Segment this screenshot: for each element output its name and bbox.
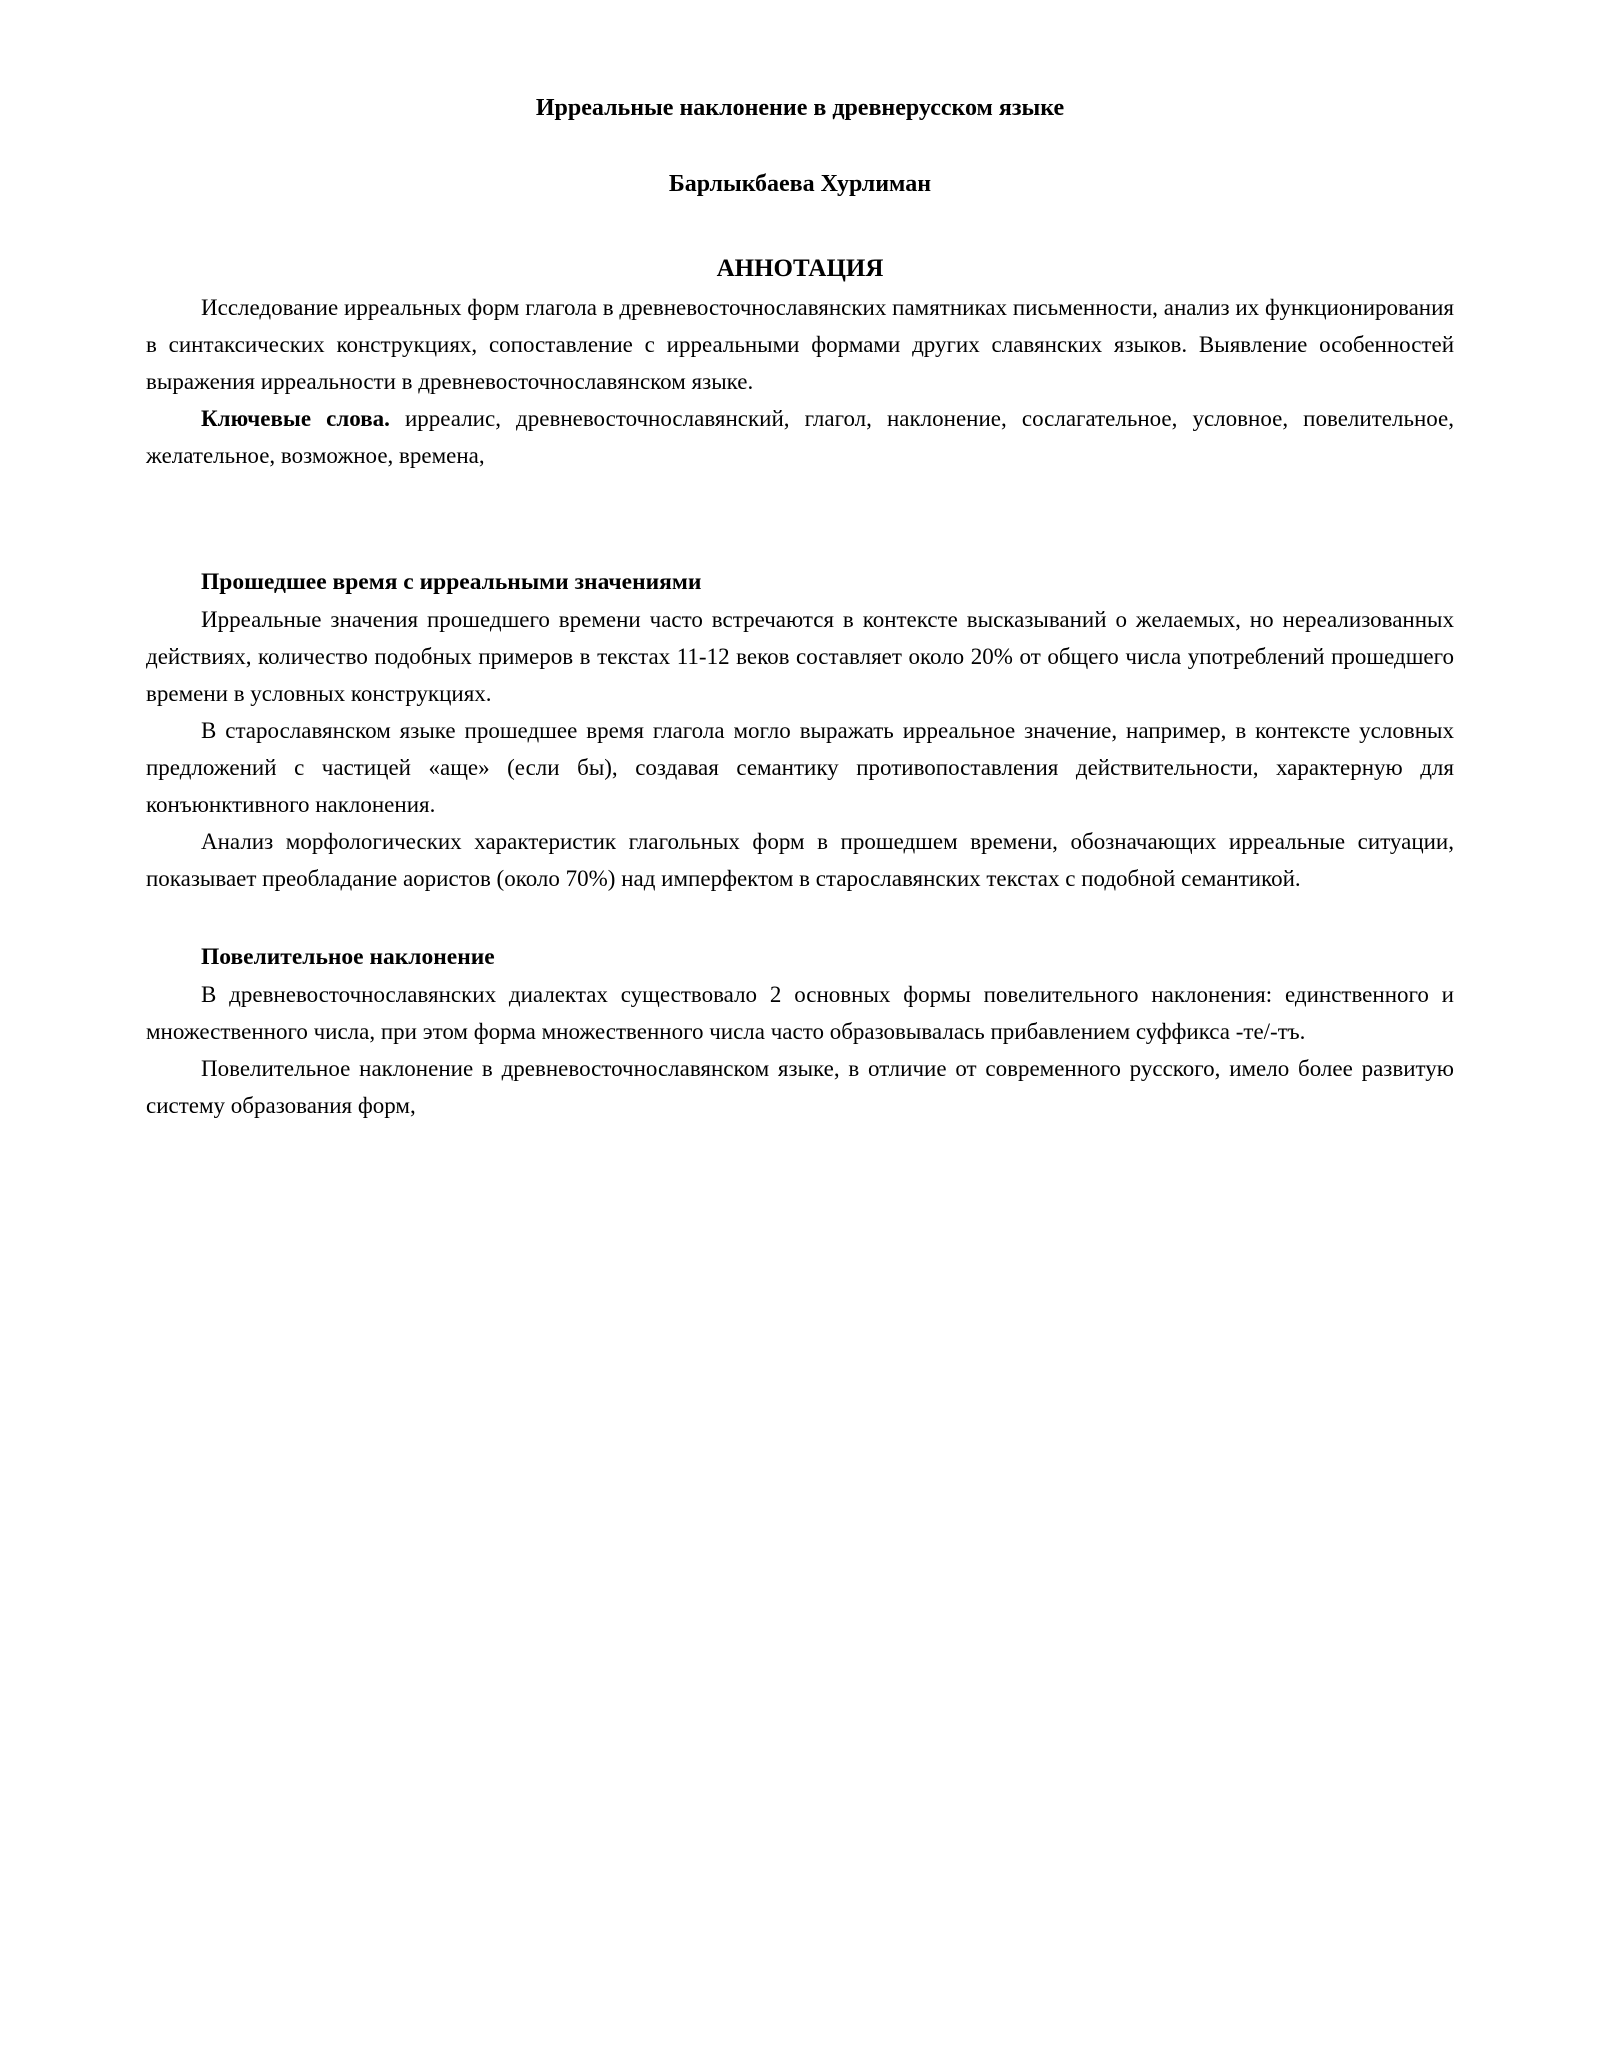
past-tense-paragraph-1: Ирреальные значения прошедшего времени часто встречаются в контексте высказываний о желаемых, но нереализованных действиях, количество подобных примеров в текстах 11-12 веков составляет около 20% от общего числа употреблений прошедшего времени в условных конструкциях. (146, 607, 1454, 706)
imperative-paragraph-1: В древневосточнославянских диалектах существовало 2 основных формы повелительного наклонения: единственного и множественного числа, при этом форма множественного числа часто образовывалась прибавлением суффикса -те/-тъ. (146, 982, 1454, 1044)
document-author: Барлыкбаева Хурлиман (668, 171, 932, 197)
keywords-paragraph (146, 400, 1454, 474)
section-heading-past-tense: Прошедшее время с ирреальными значениями (201, 569, 702, 595)
annotation-paragraph: Исследование ирреальных форм глагола в древневосточнославянских памятниках письменности, анализ их функционирования в синтаксических конструкциях, сопоставление с ирреальными формами других славянских языков. Выявление особенностей выражения ирреальности в древневосточнославянском языке. (146, 295, 1454, 394)
keywords-text: ирреалис, древневосточнославянский, глагол, наклонение, сослагательное, условное, повелительное, желательное, возможное, времена, (146, 406, 1454, 468)
past-tense-paragraph-2: В старославянском языке прошедшее время глагола могло выражать ирреальное значение, например, в контексте условных предложений с частицей «аще» (если бы), создавая семантику противопоставления действительности, характерную для конъюнктивного наклонения. (146, 718, 1454, 817)
document-title: Ирреальные наклонение в древнерусском языке (535, 95, 1065, 121)
past-tense-paragraph-3: Анализ морфологических характеристик глагольных форм в прошедшем времени, обозначающих ирреальные ситуации, показывает преобладание аористов (около 70%) над имперфектом в старославянских текстах с подобной семантикой. (146, 829, 1454, 891)
annotation-heading: АННОТАЦИЯ (716, 255, 884, 282)
keywords-label: Ключевые слова. (201, 406, 390, 431)
imperative-paragraph-2: Повелительное наклонение в древневосточнославянском языке, в отличие от современного русского, имело более развитую систему образования форм, (146, 1056, 1454, 1118)
section-heading-imperative: Повелительное наклонение (201, 944, 495, 970)
